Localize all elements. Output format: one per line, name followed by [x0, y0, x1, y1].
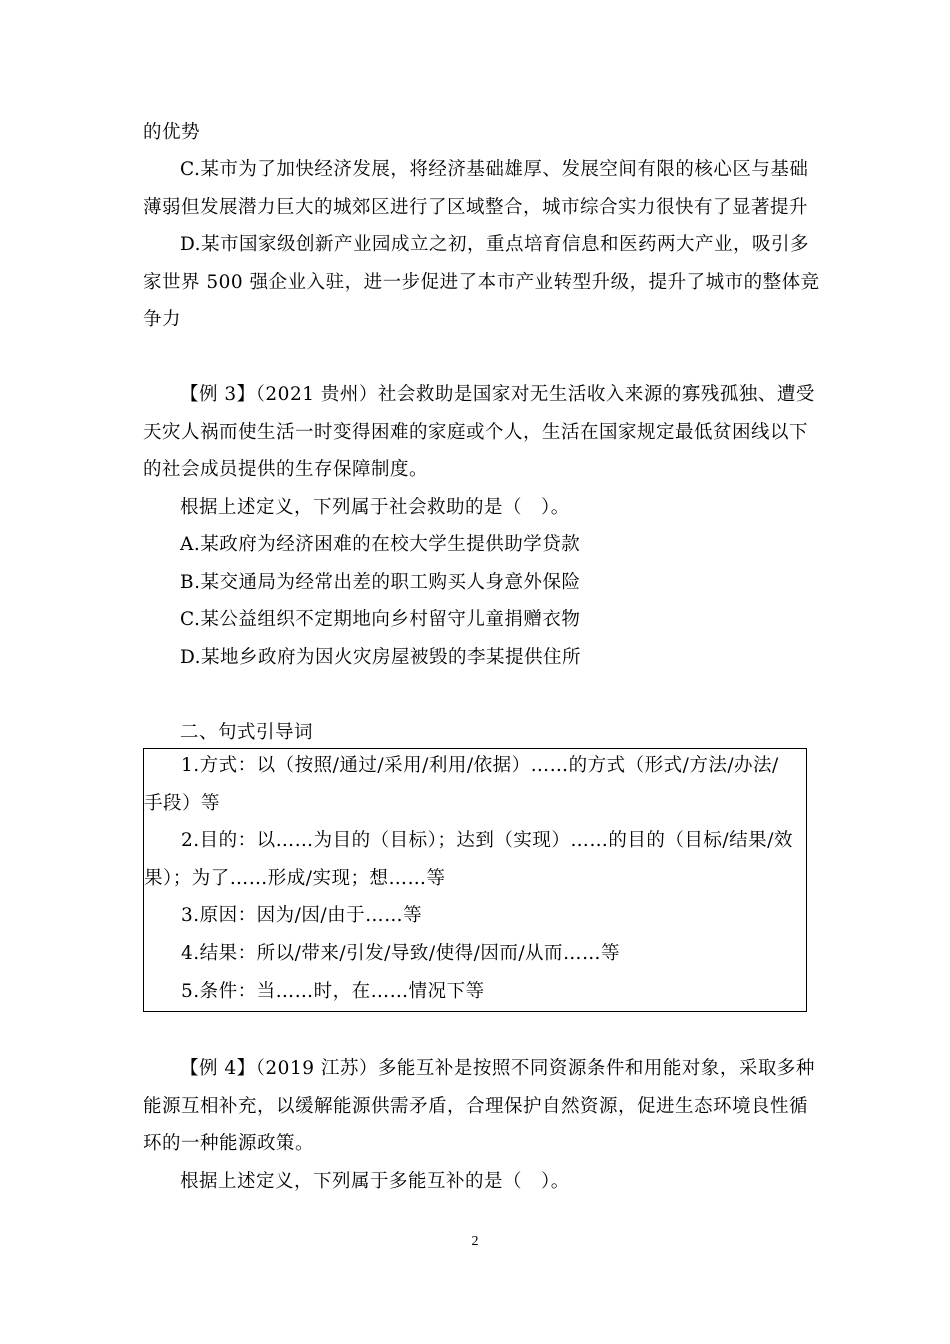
box-item-1-line-2: 手段）等: [144, 792, 221, 814]
continuation-text: [143, 114, 809, 152]
section2-heading-text: 二、句式引导词: [180, 722, 314, 743]
example3-question-line: 根据上述定义，下列属于社会救助的是（ ）。: [180, 497, 570, 518]
option-c-line-2: 薄弱但发展潜力巨大的城郊区进行了区域整合，城市综合实力很快有了显著提升: [143, 196, 809, 218]
example4-stem: [143, 1050, 815, 1163]
section2-heading: [143, 714, 809, 752]
option-d-line-1: D.某市国家级创新产业园成立之初，重点培育信息和医药两大产业，吸引多: [180, 234, 810, 255]
example3-option-b: B.某交通局为经常出差的职工购买人身意外保险: [180, 571, 581, 593]
option-c-line-1: C.某市为了加快经济发展，将经济基础雄厚、发展空间有限的核心区与基础: [180, 159, 809, 180]
continuation-line: 的优势: [143, 122, 201, 143]
box-item-4: [144, 935, 806, 973]
example3-question: [143, 489, 809, 527]
example4-question: [143, 1163, 809, 1201]
example4-line-2: 能源互相补充，以缓解能源供需矛盾，合理保护自然资源，促进生态环境良性循: [143, 1095, 809, 1117]
example4-question-line: 根据上述定义，下列属于多能互补的是（ ）。: [180, 1171, 570, 1192]
box-item-2: [144, 822, 806, 897]
box-item-3-line-1: 3.原因：因为/因/由于……等: [181, 905, 423, 926]
example3-options: [143, 526, 809, 676]
example3-line-2: 天灾人祸而使生活一时变得困难的家庭或个人，生活在国家规定最低贫困线以下: [143, 421, 809, 443]
box-item-2-line-1: 2.目的：以……为目的（目标）；达到（实现）……的目的（目标/结果/效: [181, 830, 793, 851]
option-d-line-3: 争力: [143, 309, 182, 330]
box-item-3: [144, 897, 806, 935]
example3-option-d: D.某地乡政府为因火灾房屋被毁的李某提供住所: [180, 646, 582, 668]
option-c-prev: [143, 151, 809, 226]
example4-line-1: 【例 4】（2019 江苏）多能互补是按照不同资源条件和用能对象，采取多种: [180, 1058, 815, 1079]
option-d-prev: [143, 226, 820, 339]
page-number: 2: [471, 1234, 479, 1249]
example3-stem: [143, 376, 815, 489]
box-item-1-line-1: 1.方式：以（按照/通过/采用/利用/依据）……的方式（形式/方法/办法/: [181, 755, 779, 776]
example4-line-3: 环的一种能源政策。: [143, 1133, 315, 1154]
box-item-5: [144, 973, 806, 1011]
example3-line-3: 的社会成员提供的生存保障制度。: [143, 459, 429, 480]
box-item-2-line-2: 果）；为了……形成/实现；想……等: [144, 867, 446, 889]
example3-option-c: C.某公益组织不定期地向乡村留守儿童捐赠衣物: [180, 609, 581, 630]
option-d-line-2: 家世界 500 强企业入驻，进一步促进了本市产业转型升级，提升了城市的整体竞: [143, 271, 820, 293]
example3-option-a: A.某政府为经济困难的在校大学生提供助学贷款: [180, 534, 581, 555]
sentence-pattern-box: [143, 748, 807, 1012]
box-item-4-line-1: 4.结果：所以/带来/引发/导致/使得/因而/从而……等: [181, 943, 621, 964]
box-item-5-line-1: 5.条件：当……时，在……情况下等: [181, 981, 485, 1002]
box-item-1: [144, 747, 806, 822]
example3-line-1: 【例 3】（2021 贵州）社会救助是国家对无生活收入来源的寡残孤独、遭受: [180, 384, 815, 405]
